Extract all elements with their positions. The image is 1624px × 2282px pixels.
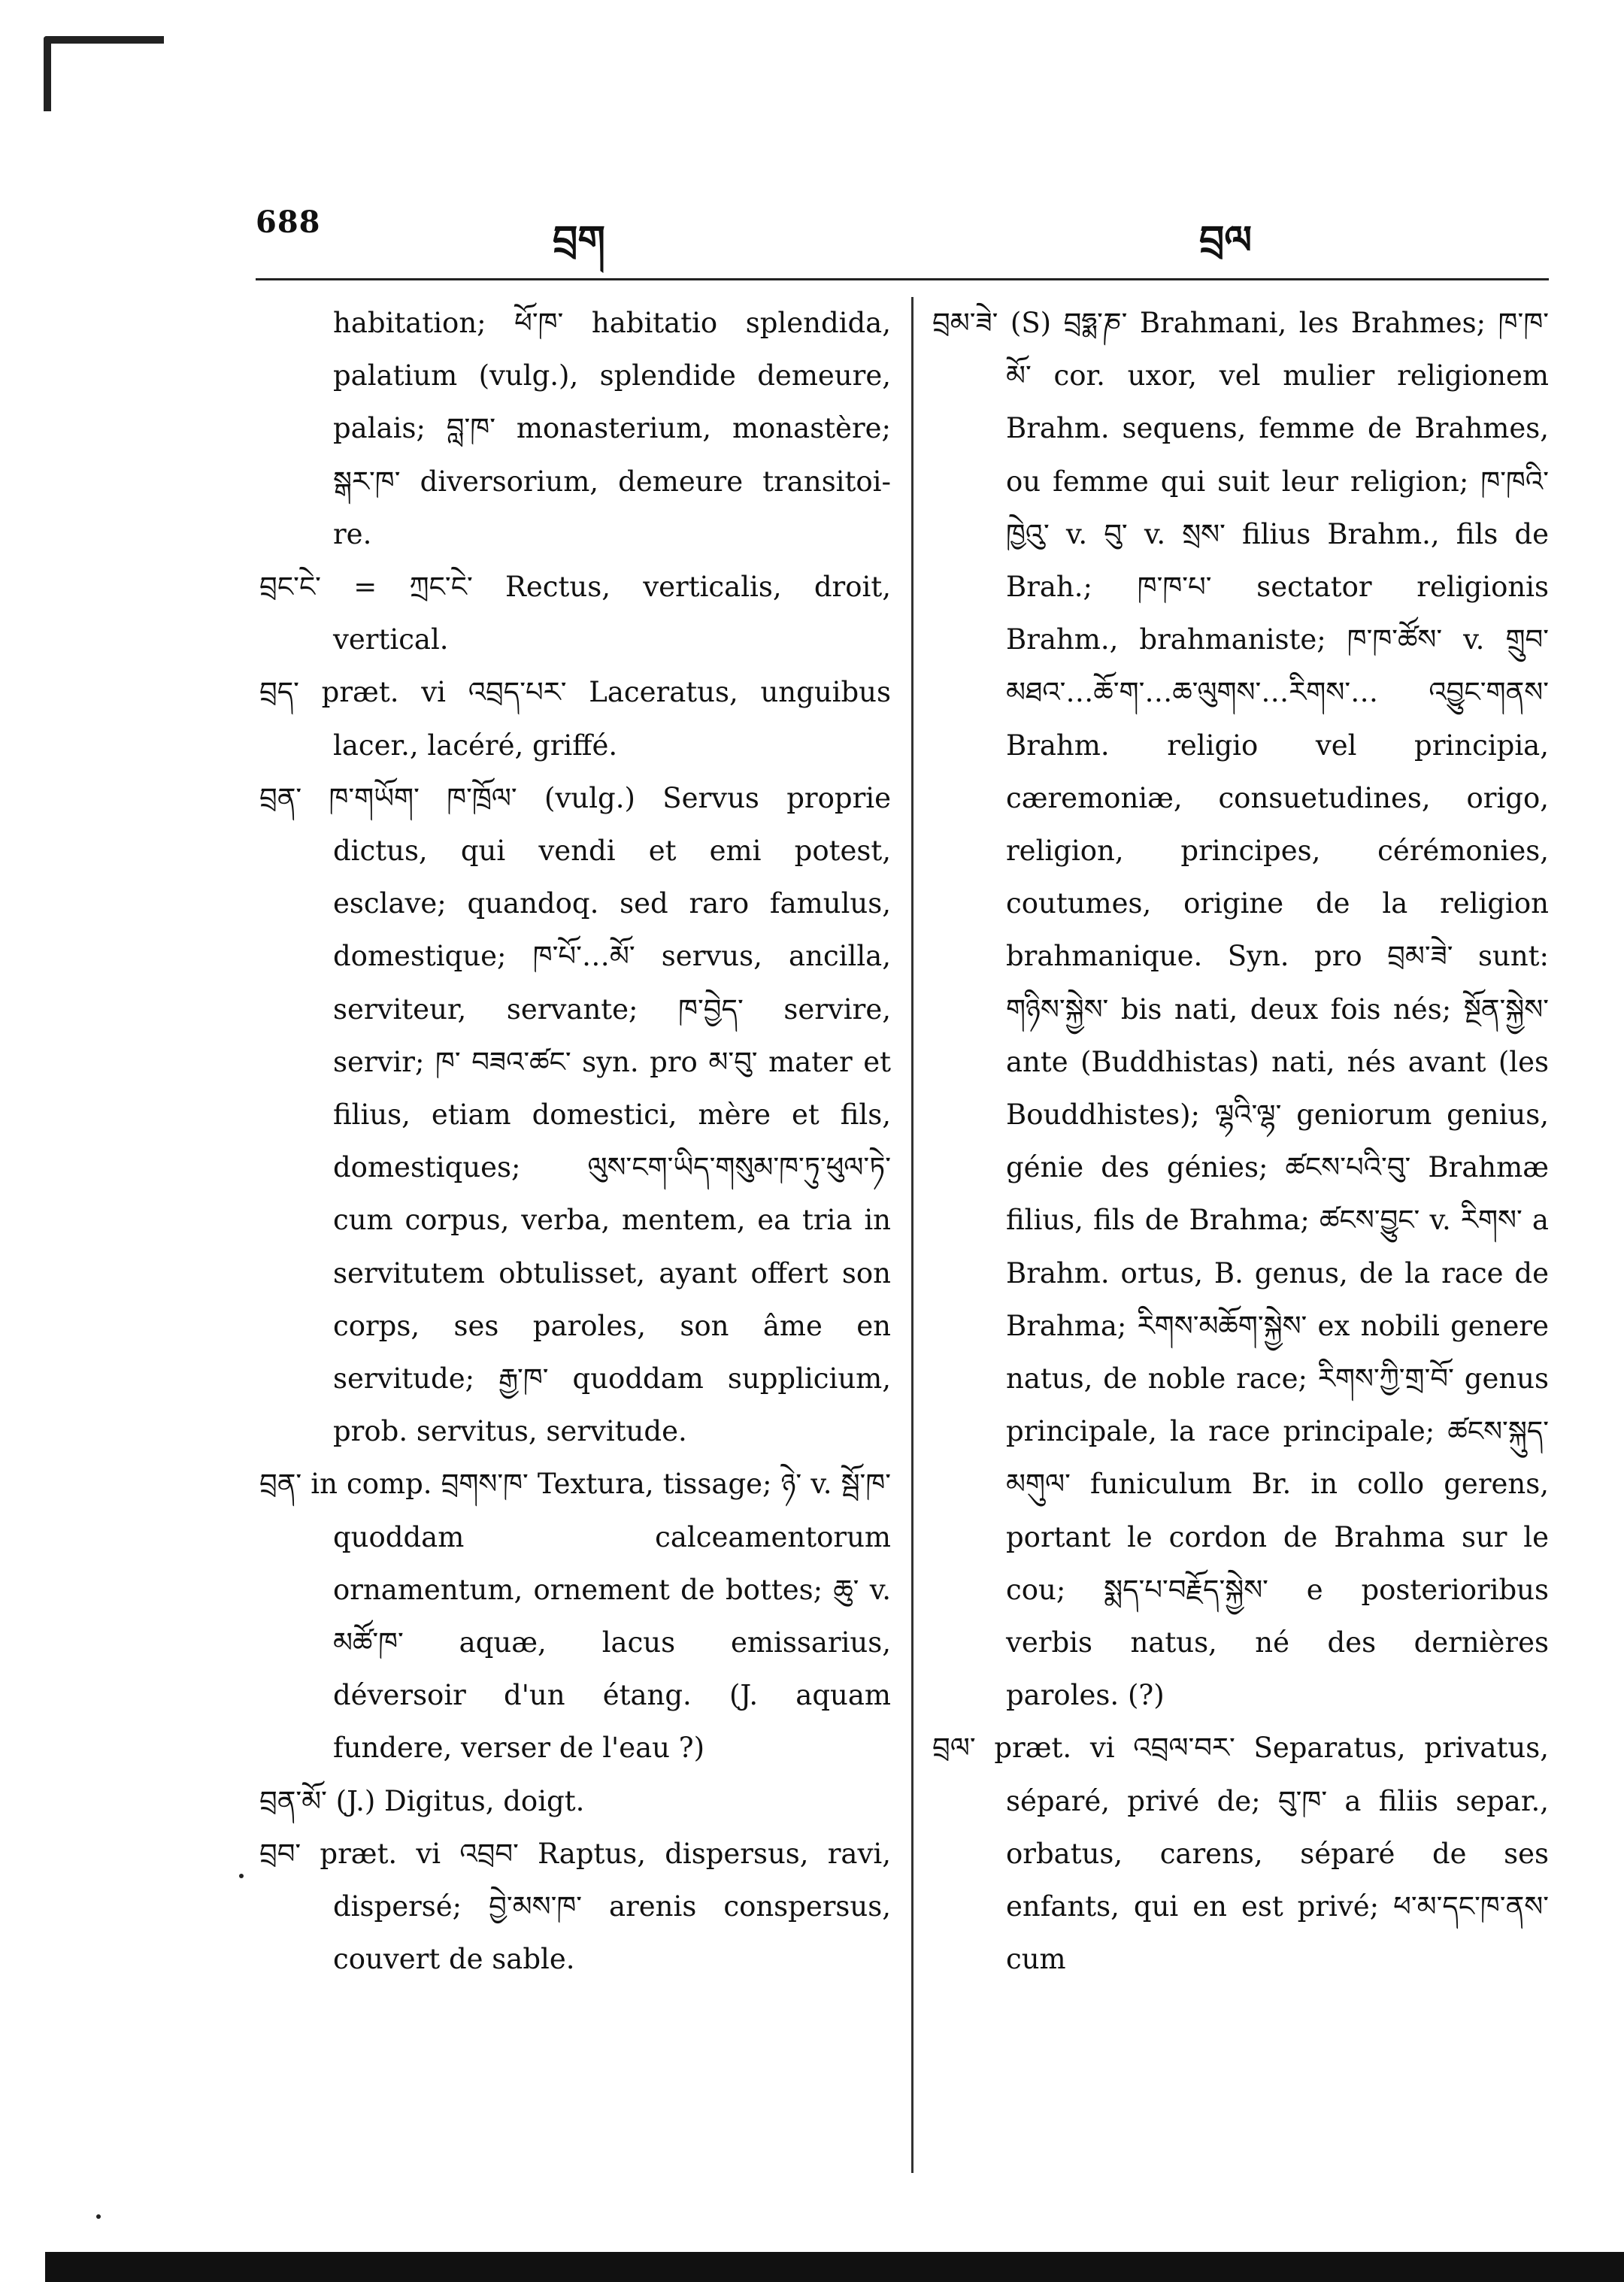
dictionary-entry: བྲན་ in comp. བྲགས་ཁ་ Textura, tissage; ཉེ་ v. སྦོ་ཁ་ quoddam calceamentorum ornamentum, ornement de bottes; ཆུ་ v. མཚོ་ཁ་ aquæ, lacus emissarius, déversoir d'un étang. (J. aquam fundere, verser de l'eau ?): [259, 1468, 891, 1765]
dictionary-entry: བྲམ་ཟེ་ (S) བྲཧྨ་ཎ་ Brahmani, les Brahmes; ཁ་ཁ་མོ་ cor. uxor, vel mulier religionem Brahm. sequens, femme de Brahmes, ou femme qui suit leur religion; ཁ་ཁའི་ཁྱེའུ་ v. བུ་ v. སྲས་ filius Brahm., fils de Brah.; ཁ་ཁ་པ་ sectator religionis Brahm., brahmaniste; ཁ་ཁ་ཚོས་ v. གྲུབ་མཐའ་…ཆོ་ག་…ཆ་ལུགས་…རིགས་… འབྱུང་གནས་ Brahm. religio vel principia, cæremoniæ, consuetudines, origo, religion, principes, cérémonies, coutumes, origine de la religion brahmanique. Syn. pro བྲམ་ཟེ་ sunt: གཉིས་སྐྱེས་ bis nati, deux fois nés; སྔོན་སྐྱེས་ ante (Buddhistas) nati, nés avant (les Bouddhistes); ལྷའི་ལྷ་ geniorum genius, génie des génies; ཚངས་པའི་བུ་ Brahmæ filius, fils de Brahma; ཚངས་བྱུང་ v. རིགས་ a Brahm. ortus, B. genus, de la race de Brahma; རིགས་མཆོག་སྐྱེས་ ex nobili genere natus, de noble race; རིགས་ཀྱི་གྲ་བོ་ genus principale, la race principale; ཚངས་སྐུད་མགུལ་ funiculum Br. in collo gerens, portant le cordon de Brahma sur le cou; སྨད་པ་བརྗོད་སྐྱེས་ e posterioribus verbis natus, né des dernières paroles. (?): [932, 307, 1549, 1712]
column-divider: [911, 297, 914, 2173]
dictionary-entry: བྲད་ præt. vi འབྲད་པར་ Laceratus, unguibus lacer., lacéré, griffé.: [259, 676, 891, 762]
dictionary-entry: habitation; ཕོ་ཁ་ habitatio splendida, palatium (vulg.), splendide demeure, palais; བླ་ཁ་ monasterium, monastère; སྒར་ཁ་ diversorium, demeure transitoi-re.: [333, 307, 891, 550]
left-column: [259, 297, 891, 1987]
dictionary-entry: བྲང་ངེ་ = ཀྲང་ངེ་ Rectus, verticalis, droit, vertical.: [259, 571, 891, 656]
right-column: [932, 297, 1549, 1987]
running-headword-left: བྲག: [553, 217, 605, 263]
page-corner-mark: [44, 36, 164, 111]
header-rule: [256, 278, 1549, 280]
page-number: 688: [256, 205, 321, 240]
print-speck: [239, 1874, 244, 1878]
dictionary-entry: བྲན་ ཁ་གཡོག་ ཁ་ཁྲོལ་ (vulg.) Servus proprie dictus, qui vendi et emi potest, esclave; quandoq. sed raro famulus, domestique; ཁ་པོ་…མོ་ servus, ancilla, serviteur, servante; ཁ་བྱེད་ servire, servir; ཁ་ བཟའ་ཚང་ syn. pro མ་བུ་ mater et filius, etiam domestici, mère et fils, domestiques; ལུས་ངག་ཡིད་གསུམ་ཁ་ཏུ་ཕུལ་ཏེ་ cum corpus, verba, mentem, ea tria in servitutem obtulisset, ayant offert son corps, ses paroles, son âme en servitude; རྒྱ་ཁ་ quoddam supplicium, prob. servitus, servitude.: [259, 781, 891, 1448]
print-speck: [96, 2214, 101, 2219]
scan-edge-bar: [45, 2252, 1624, 2282]
running-headword-right: བྲལ: [1199, 217, 1253, 263]
dictionary-entry: བྲན་མོ་ (J.) Digitus, doigt.: [259, 1784, 585, 1817]
dictionary-entry: བྲལ་ præt. vi འབྲལ་བར་ Separatus, privatus, séparé, privé de; བུ་ཁ་ a filiis separ., orbatus, carens, séparé de ses enfants, qui en est privé; ཕ་མ་དང་ཁ་ནས་ cum: [932, 1732, 1549, 1976]
dictionary-entry: བྲབ་ præt. vi འབྲབ་ Raptus, dispersus, ravi, dispersé; བྱེ་མས་ཁ་ arenis conspersus, couvert de sable.: [259, 1837, 891, 1976]
